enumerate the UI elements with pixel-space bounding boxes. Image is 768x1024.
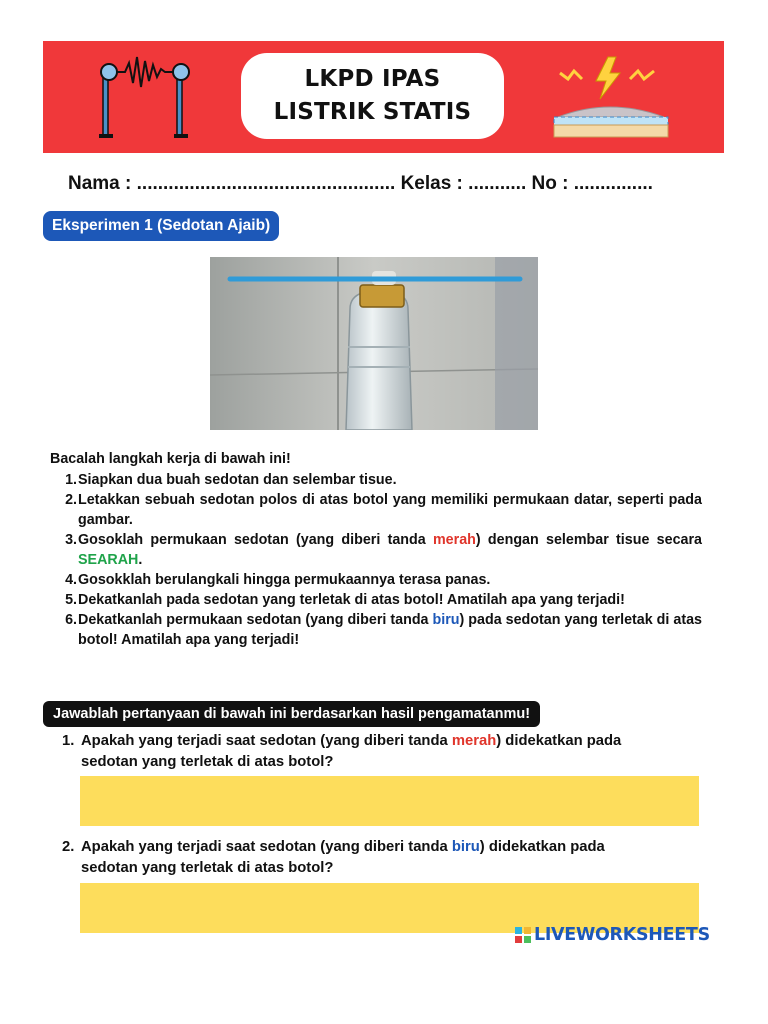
question-2 <box>62 837 702 879</box>
step-text-part: . <box>138 552 143 568</box>
blue-mark-word: biru <box>432 612 460 628</box>
step-number: 5. <box>65 592 77 608</box>
step-text-part: Dekatkanlah permukaan sedotan (yang diberi tanda <box>78 612 433 628</box>
step-number: 4. <box>65 572 77 588</box>
question-1 <box>62 731 702 773</box>
worksheet-title <box>241 53 504 139</box>
step-number: 3. <box>65 532 77 548</box>
step-text-part: Gosoklah permukaan sedotan (yang diberi tanda <box>78 532 433 548</box>
steps-list <box>50 470 702 650</box>
title-line-1: LKPD IPAS <box>304 66 441 92</box>
step-item <box>50 590 702 610</box>
step-item <box>50 470 702 490</box>
steps-intro: Bacalah langkah kerja di bawah ini! <box>50 451 291 467</box>
red-mark-word: merah <box>432 532 476 548</box>
step-text: Gosokklah berulangkali hingga permukaannya terasa panas. <box>78 572 491 588</box>
experiment-label: Eksperimen 1 (Sedotan Ajaib) <box>43 211 279 241</box>
step-text <box>78 530 702 570</box>
step-number: 1. <box>65 472 77 488</box>
step-item <box>50 610 702 650</box>
step-text <box>78 610 702 650</box>
step-number: 6. <box>65 612 77 628</box>
work-steps <box>50 449 702 650</box>
liveworksheets-logo-icon <box>515 927 531 943</box>
step-item <box>50 490 702 530</box>
red-mark-word: merah <box>451 733 497 749</box>
step-item <box>50 570 702 590</box>
electrodes-spark-icon <box>97 55 195 141</box>
step-text: Siapkan dua buah sedotan dan selembar tisue. <box>78 472 397 488</box>
step-text: Dekatkanlah pada sedotan yang terletak di atas botol! Amatilah apa yang terjadi! <box>78 592 625 608</box>
question-number: 2. <box>62 839 75 855</box>
step-text-part: ) dengan selembar tisue secara <box>475 532 702 548</box>
green-mark-word: SEARAH <box>78 552 139 568</box>
answer-field-1[interactable] <box>80 776 699 826</box>
student-info-line: Nama : ................................................. Kelas : ........... No : ............... <box>68 173 653 194</box>
step-text: Letakkan sebuah sedotan polos di atas botol yang memiliki permukaan datar, seperti pada gambar. <box>78 492 702 528</box>
title-line-2: LISTRIK STATIS <box>273 99 472 125</box>
straw-on-bottle-photo <box>210 257 538 430</box>
brand-name: LIVEWORKSHEETS <box>534 925 710 945</box>
questions-header: Jawablah pertanyaan di bawah ini berdasarkan hasil pengamatanmu! <box>43 701 540 727</box>
question-number: 1. <box>62 733 75 749</box>
static-charge-lightning-icon <box>550 55 672 141</box>
step-item <box>50 530 702 570</box>
question-text-part: ) didekatkan pada <box>479 839 605 855</box>
step-text-part: ) pada sedotan yang terletak di atas botol! Amatilah apa yang terjadi! <box>78 612 703 648</box>
question-text-line2: sedotan yang terletak di atas botol? <box>81 860 334 876</box>
question-text-line2: sedotan yang terletak di atas botol? <box>81 754 334 770</box>
question-text-part: ) didekatkan pada <box>496 733 622 749</box>
liveworksheets-brand <box>515 924 710 946</box>
question-text-part: Apakah yang terjadi saat sedotan (yang diberi tanda <box>81 733 452 749</box>
blue-mark-word: biru <box>451 839 480 855</box>
question-text-part: Apakah yang terjadi saat sedotan (yang diberi tanda <box>81 839 452 855</box>
step-number: 2. <box>65 492 77 508</box>
